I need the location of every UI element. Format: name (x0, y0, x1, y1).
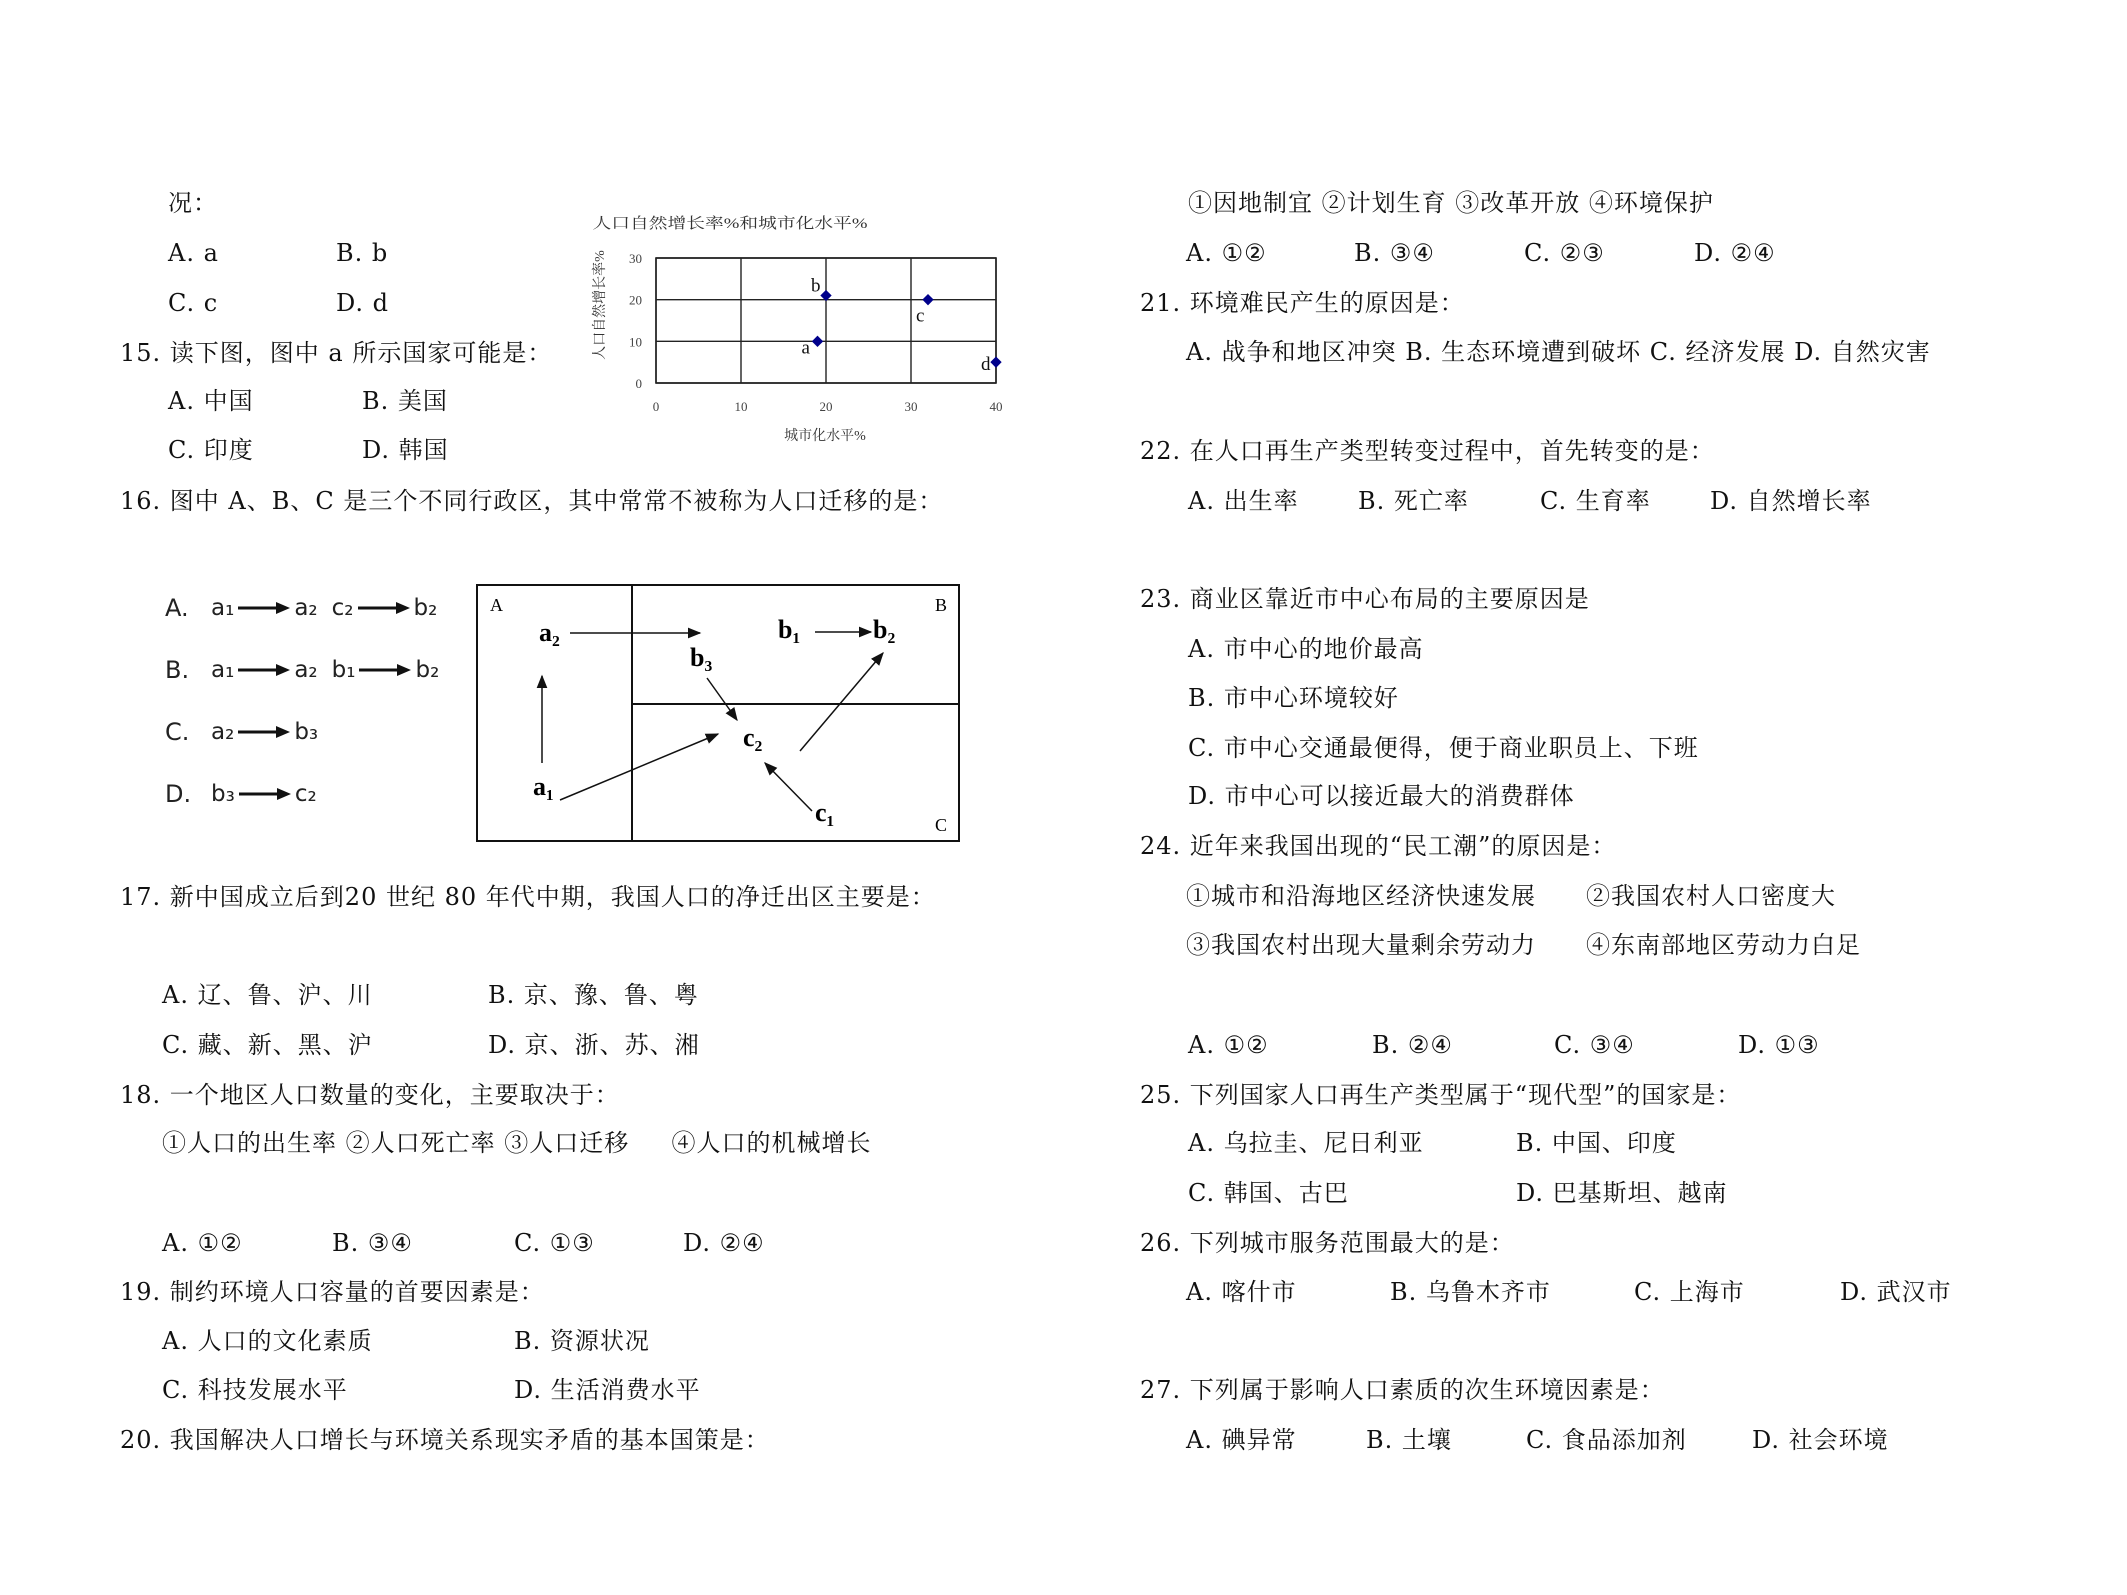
q14-option-a: A. a (168, 239, 219, 267)
data-point-label-d: d (981, 354, 991, 376)
migration-node: a₂ (294, 595, 318, 621)
q20-items: ①因地制宜 ②计划生育 ③改革开放 ④环境保护 (1188, 189, 1714, 217)
data-point-label-c: c (916, 305, 925, 327)
migration-options (165, 590, 455, 840)
chart-grid (656, 258, 996, 383)
migration-option-row (165, 652, 453, 688)
q24-item-3: ③我国农村出现大量剩余劳动力 (1186, 931, 1536, 959)
arrow-b3-c2 (707, 678, 737, 720)
data-point-label-a: a (801, 337, 810, 359)
x-tick-label: 0 (652, 399, 660, 414)
data-point-c (922, 294, 933, 305)
x-axis-label: 城市化水平% (784, 429, 866, 444)
q17-option-b: B. 京、豫、鲁、粤 (488, 981, 699, 1009)
x-tick-label: 20 (819, 399, 833, 414)
migration-node: a₂ (294, 657, 318, 683)
q15-option-c: C. 印度 (168, 436, 254, 464)
q24-item-4: ④东南部地区劳动力白足 (1586, 931, 1861, 959)
migration-diagram (475, 583, 965, 845)
question-27: 27. 下列属于影响人口素质的次生环境因素是： (1140, 1376, 1665, 1404)
q17-option-c: C. 藏、新、黑、沪 (162, 1031, 373, 1059)
q22-option-b: B. 死亡率 (1358, 487, 1469, 515)
q24-option-d: D. ①③ (1738, 1031, 1820, 1059)
region-b-label: B (935, 595, 948, 615)
question-23: 23. 商业区靠近市中心布局的主要原因是 (1140, 585, 1590, 613)
q14-option-b: B. b (336, 239, 389, 267)
migration-arrow-icon (238, 600, 290, 616)
arrow-c1-c2 (765, 763, 812, 811)
migration-option-row (165, 590, 451, 626)
question-21: 21. 环境难民产生的原因是： (1140, 289, 1465, 317)
q20-option-a: A. ①② (1186, 239, 1267, 267)
q24-option-b: B. ②④ (1372, 1031, 1453, 1059)
q22-option-a: A. 出生率 (1188, 487, 1299, 515)
chart-points (802, 276, 1002, 376)
migration-arrow-icon (358, 600, 410, 616)
q15-option-b: B. 美国 (362, 387, 448, 415)
arrow-a1-c2 (560, 734, 718, 800)
q25-option-a: A. 乌拉圭、尼日利亚 (1188, 1129, 1424, 1157)
question-16: 16. 图中 A、B、C 是三个不同行政区，其中常常不被称为人口迁移的是： (120, 487, 944, 515)
q19-option-a: A. 人口的文化素质 (162, 1327, 373, 1355)
migration-option-row (165, 714, 332, 750)
question-25: 25. 下列国家人口再生产类型属于“现代型”的国家是： (1140, 1081, 1742, 1109)
q18-items: ①人口的出生率 ②人口死亡率 ③人口迁移 ④人口的机械增长 (162, 1129, 872, 1157)
migration-arrow-icon (359, 662, 411, 678)
q27-option-a: A. 碘异常 (1186, 1426, 1297, 1454)
node-c1: c₁ (815, 798, 835, 827)
scatter-chart (580, 200, 1020, 460)
data-point-a (812, 336, 823, 347)
data-point-d (990, 357, 1001, 368)
svg-text:人口自然增长率%: 人口自然增长率% (593, 250, 608, 360)
migration-arrow-icon (238, 724, 290, 740)
q17-option-d: D. 京、浙、苏、湘 (488, 1031, 700, 1059)
q23-option-b: B. 市中心环境较好 (1188, 684, 1399, 712)
migration-node: b₂ (415, 657, 440, 683)
q27-option-d: D. 社会环境 (1752, 1426, 1889, 1454)
x-tick-label: 10 (734, 399, 748, 414)
chart-title: 人口自然增长率%和城市化水平% (592, 216, 813, 232)
q19-option-c: C. 科技发展水平 (162, 1376, 348, 1404)
q22-option-d: D. 自然增长率 (1710, 487, 1872, 515)
y-axis-label (592, 250, 608, 360)
q18-option-b: B. ③④ (332, 1229, 413, 1257)
migration-node: b₃ (294, 719, 319, 745)
question-15: 15. 读下图，图中 a 所示国家可能是： (120, 339, 553, 367)
q25-option-d: D. 巴基斯坦、越南 (1516, 1179, 1728, 1207)
q25-option-c: C. 韩国、古巴 (1188, 1179, 1349, 1207)
q24-item-2: ②我国农村人口密度大 (1586, 882, 1836, 910)
q24-option-c: C. ③④ (1554, 1031, 1635, 1059)
q26-option-c: C. 上海市 (1634, 1278, 1745, 1306)
migration-node: a₂ (211, 719, 235, 745)
migration-node: c₂ (294, 781, 317, 807)
question-22: 22. 在人口再生产类型转变过程中，首先转变的是： (1140, 437, 1715, 465)
migration-option-letter: C. (165, 718, 190, 746)
q18-option-d: D. ②④ (683, 1229, 765, 1257)
q19-option-b: B. 资源状况 (514, 1327, 650, 1355)
q23-option-c: C. 市中心交通最便得，便于商业职员上、下班 (1188, 734, 1699, 762)
node-b2: b₂ (873, 615, 896, 644)
migration-option-row (165, 776, 331, 812)
migration-option-letter: D. (165, 780, 192, 808)
region-a-label: A (490, 595, 503, 615)
node-a1: a₁ (533, 772, 554, 801)
q27-option-c: C. 食品添加剂 (1526, 1426, 1687, 1454)
question-20: 20. 我国解决人口增长与环境关系现实矛盾的基本国策是： (120, 1426, 770, 1454)
question-17: 17. 新中国成立后到20 世纪 80 年代中期，我国人口的净迁出区主要是： (120, 883, 936, 911)
migration-node: c₂ (331, 595, 354, 621)
y-tick-label: 30 (629, 251, 642, 266)
migration-node: a₁ (211, 595, 235, 621)
migration-node: b₃ (211, 781, 235, 807)
q21-options: A. 战争和地区冲突 B. 生态环境遭到破坏 C. 经济发展 D. 自然灾害 (1186, 338, 1931, 366)
q14-tail: 况： (168, 189, 218, 217)
q17-option-a: A. 辽、鲁、沪、川 (162, 981, 373, 1009)
q23-option-a: A. 市中心的地价最高 (1188, 635, 1424, 663)
migration-option-letter: B. (165, 656, 190, 684)
q14-option-c: C. c (168, 289, 219, 317)
arrow-c2-b2 (800, 653, 883, 751)
q26-option-b: B. 乌鲁木齐市 (1390, 1278, 1551, 1306)
q20-option-d: D. ②④ (1694, 239, 1776, 267)
migration-arrow-icon (238, 662, 290, 678)
migration-node: b₂ (413, 595, 438, 621)
node-b3: b₃ (690, 643, 713, 672)
region-c-label: C (935, 815, 948, 835)
migration-option-letter: A. (165, 594, 189, 622)
x-tick-label: 40 (989, 399, 1003, 414)
q23-option-d: D. 市中心可以接近最大的消费群体 (1188, 782, 1575, 810)
q26-option-a: A. 喀什市 (1186, 1278, 1297, 1306)
node-a2: a₂ (539, 618, 560, 647)
question-24: 24. 近年来我国出现的“民工潮”的原因是： (1140, 832, 1617, 860)
q18-option-c: C. ①③ (514, 1229, 595, 1257)
migration-arrow-icon (239, 786, 291, 802)
q19-option-d: D. 生活消费水平 (514, 1376, 701, 1404)
data-point-label-b: b (811, 275, 821, 297)
q15-option-d: D. 韩国 (362, 436, 449, 464)
migration-node: b₁ (331, 657, 356, 683)
y-tick-label: 10 (629, 334, 642, 350)
q24-item-1: ①城市和沿海地区经济快速发展 (1186, 882, 1536, 910)
q14-option-d: D. d (336, 289, 390, 317)
node-c2: c₂ (743, 723, 763, 752)
q20-option-b: B. ③④ (1354, 239, 1435, 267)
q22-option-c: C. 生育率 (1540, 487, 1651, 515)
node-b1: b₁ (778, 615, 801, 644)
y-tick-label: 0 (635, 376, 642, 391)
question-18: 18. 一个地区人口数量的变化，主要取决于： (120, 1081, 620, 1109)
q27-option-b: B. 土壤 (1366, 1426, 1452, 1454)
q25-option-b: B. 中国、印度 (1516, 1129, 1677, 1157)
q20-option-c: C. ②③ (1524, 239, 1605, 267)
question-26: 26. 下列城市服务范围最大的是： (1140, 1229, 1515, 1257)
migration-node: a₁ (211, 657, 235, 683)
question-19: 19. 制约环境人口容量的首要因素是： (120, 1278, 545, 1306)
q24-option-a: A. ①② (1188, 1031, 1269, 1059)
q15-option-a: A. 中国 (168, 387, 254, 415)
y-tick-label: 20 (629, 292, 642, 308)
x-tick-label: 30 (904, 399, 918, 414)
q18-option-a: A. ①② (162, 1229, 243, 1257)
q26-option-d: D. 武汉市 (1840, 1278, 1952, 1306)
